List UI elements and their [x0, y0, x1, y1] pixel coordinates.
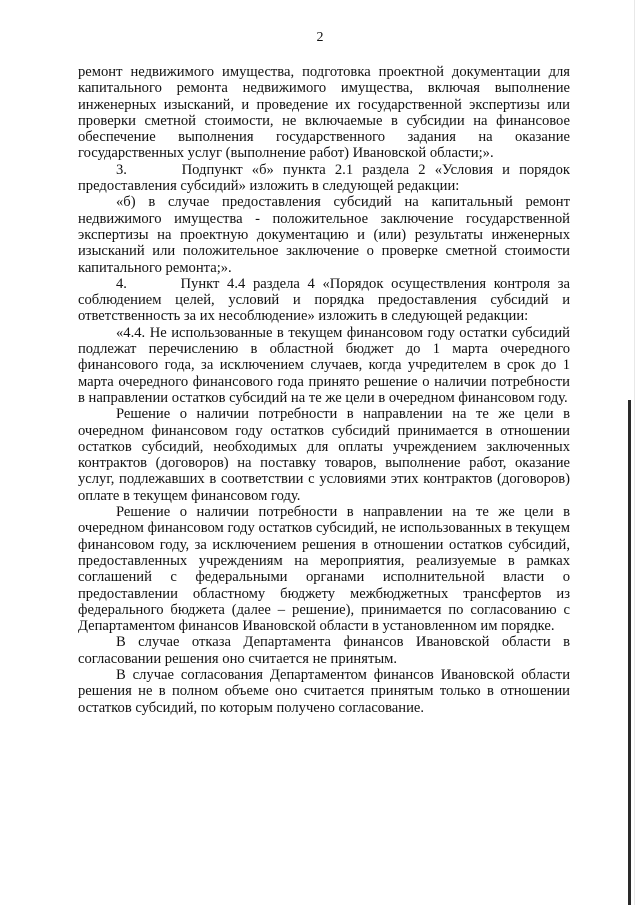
paragraph: Решение о наличии потребности в направлении на те же цели в очередном финансовом году остатков субсидий, не использованных в текущем финансовом году, за исключением решения в отношении остатков субсидий, предоставленных учреждениям на мероприятия, реализуемые в рамках соглашений с федеральными органами исполнительной власти о предоставлении областному бюджету межбюджетных трансфертов из федерального бюджета (далее – решение), принимается по согласованию с Департаментом финансов Ивановской области в установленном им порядке.: [78, 504, 570, 635]
paragraph: Решение о наличии потребности в направлении на те же цели в очередном финансовом году остатков субсидий принимается в отношении остатков субсидий, необходимых для оплаты учреждением заключенных контрактов (договоров) на поставку товаров, выполнение работ, оказание услуг, подлежавших в соответствии с условиями этих контрактов (договоров) оплате в текущем финансовом году.: [78, 406, 570, 504]
paragraph: 3. Подпункт «б» пункта 2.1 раздела 2 «Условия и порядок предоставления субсидий» изложить в следующей редакции:: [78, 161, 570, 195]
paragraph: ремонт недвижимого имущества, подготовка проектной документации для капитального ремонта недвижимого имущества, включая выполнение инженерных изысканий, и проведение их государственной экспертизы или проверки сметной стоимости, не включаемые в субсидии на финансовое обеспечение выполнения государственного задания на оказание государственных услуг (выполнение работ) Ивановской области;».: [78, 64, 570, 162]
document-body: [78, 64, 570, 716]
scan-edge-line: [628, 400, 631, 905]
scan-edge-shadow: [634, 0, 635, 905]
paragraph: «4.4. Не использованные в текущем финансовом году остатки субсидий подлежат перечислению в областной бюджет до 1 марта очередного финансового года, за исключением случаев, когда учредителем в срок до 1 марта очередного финансового года принято решение о наличии потребности в направлении остатков субсидий на те же цели в очередном финансовом году.: [78, 324, 570, 406]
paragraph: 4. Пункт 4.4 раздела 4 «Порядок осуществления контроля за соблюдением целей, условий и порядка предоставления субсидий и ответственность за их несоблюдение» изложить в следующей редакции:: [78, 275, 570, 325]
paragraph: В случае согласования Департаментом финансов Ивановской области решения не в полном объеме оно считается принятым только в отношении остатков субсидий, по которым получено согласование.: [78, 666, 570, 716]
paragraph: В случае отказа Департамента финансов Ивановской области в согласовании решения оно считается не принятым.: [78, 634, 570, 667]
page-number: 2: [316, 30, 324, 45]
paragraph: «б) в случае предоставления субсидий на капитальный ремонт недвижимого имущества - положительное заключение государственной экспертизы на проектную документацию и (или) результаты инженерных изысканий или положительное заключение о проверке сметной стоимости капитального ремонта;».: [78, 194, 570, 276]
